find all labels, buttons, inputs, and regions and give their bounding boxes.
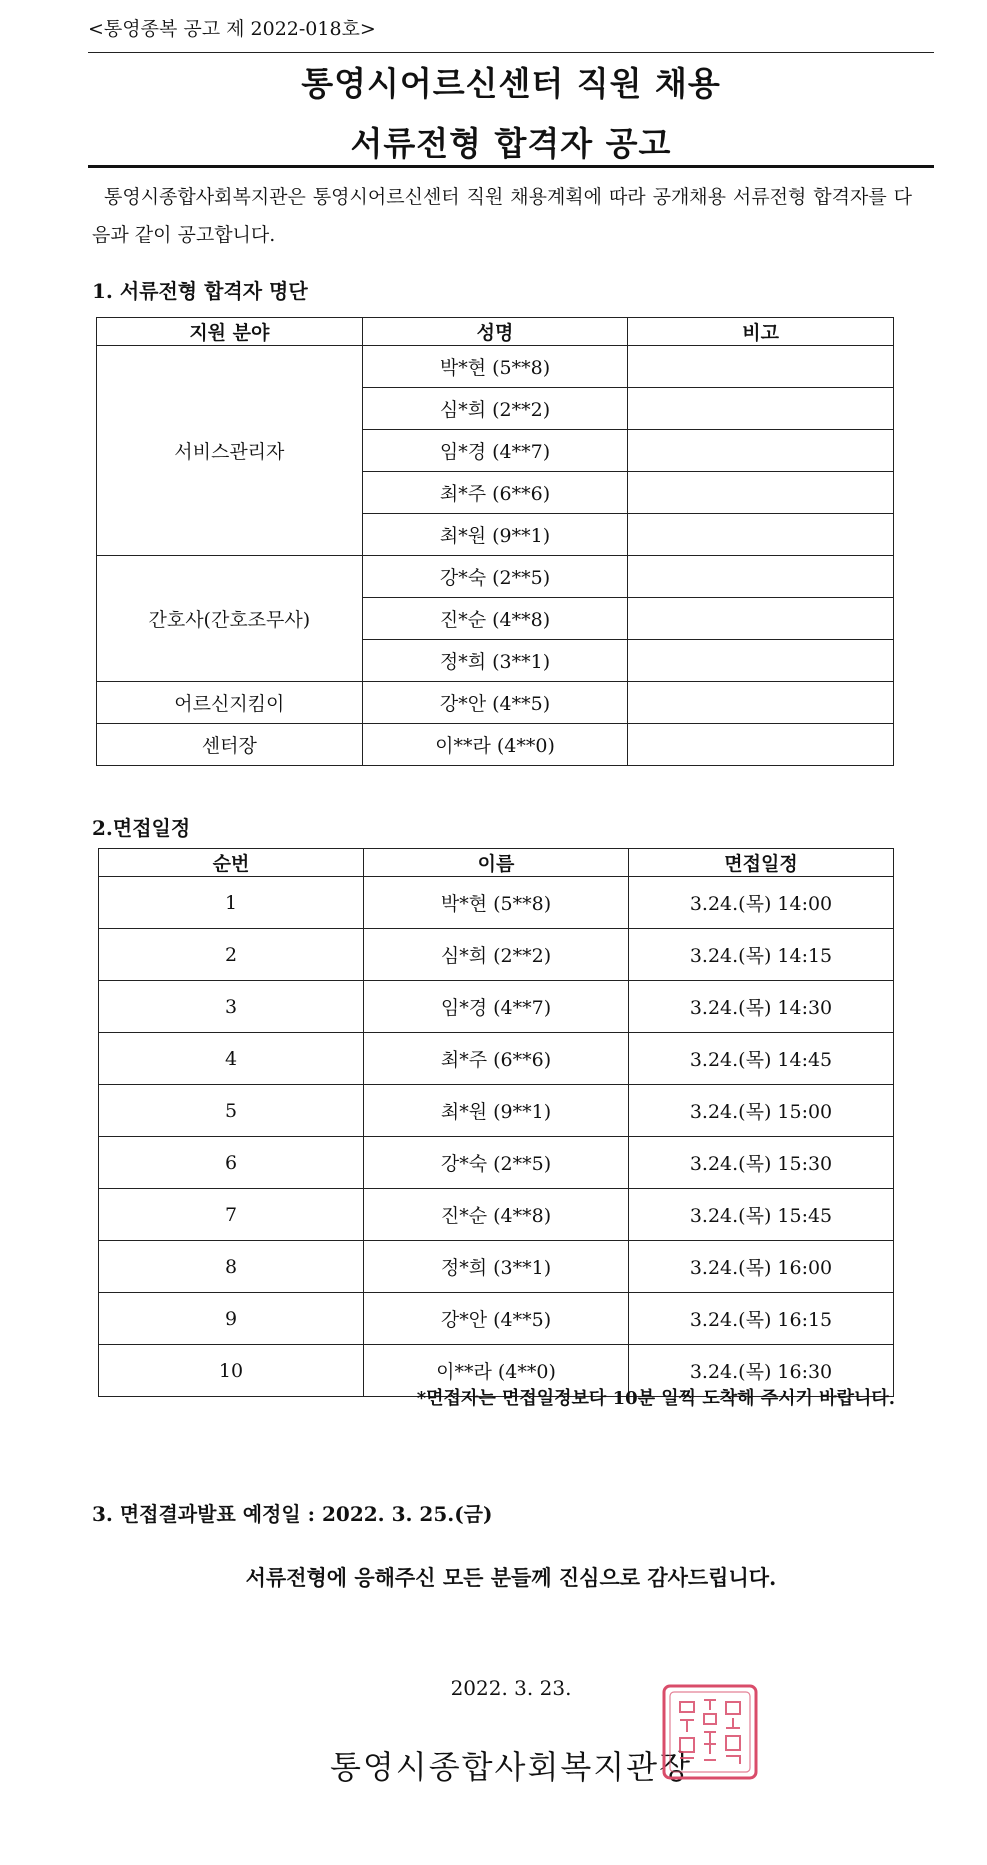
- name-cell: 강*안 (4**5): [362, 682, 628, 724]
- time-cell: 3.24.(목) 15:45: [629, 1189, 894, 1241]
- table-row: [99, 1085, 894, 1137]
- name-cell: 임*경 (4**7): [364, 981, 629, 1033]
- number-cell: 9: [99, 1293, 364, 1345]
- field-cell: 센터장: [97, 724, 363, 766]
- remarks-cell: [628, 682, 894, 724]
- name-cell: 임*경 (4**7): [362, 430, 628, 472]
- official-seal-icon: [660, 1682, 760, 1782]
- header-name: 이름: [364, 849, 629, 877]
- section-2-heading: 2.면접일정: [92, 816, 191, 840]
- field-cell: 간호사(간호조무사): [97, 556, 363, 682]
- name-cell: 최*원 (9**1): [362, 514, 628, 556]
- title-line-1: 통영시어르신센터 직원 채용: [301, 64, 721, 103]
- table-header-row: [97, 318, 894, 346]
- section-1-heading: 1. 서류전형 합격자 명단: [92, 279, 308, 303]
- table-row: [97, 724, 894, 766]
- table-row: [99, 1189, 894, 1241]
- time-cell: 3.24.(목) 14:45: [629, 1033, 894, 1085]
- header-schedule: 면접일정: [629, 849, 894, 877]
- name-cell: 최*원 (9**1): [364, 1085, 629, 1137]
- table-row: [99, 981, 894, 1033]
- header-name: 성명: [362, 318, 628, 346]
- remarks-cell: [628, 640, 894, 682]
- title-divider: [88, 165, 934, 168]
- thank-you-message: 서류전형에 응해주신 모든 분들께 진심으로 감사드립니다.: [245, 1565, 777, 1590]
- name-cell: 이**라 (4**0): [364, 1345, 629, 1397]
- number-cell: 10: [99, 1345, 364, 1397]
- table-header-row: [99, 849, 894, 877]
- remarks-cell: [628, 430, 894, 472]
- number-cell: 8: [99, 1241, 364, 1293]
- table-row: [97, 682, 894, 724]
- issuer-signature: 통영시종합사회복지관장: [329, 1748, 693, 1786]
- time-cell: 3.24.(목) 14:00: [629, 877, 894, 929]
- interview-schedule-table: [98, 848, 894, 1397]
- time-cell: 3.24.(목) 16:00: [629, 1241, 894, 1293]
- notice-date: 2022. 3. 23.: [450, 1676, 572, 1700]
- name-cell: 심*희 (2**2): [364, 929, 629, 981]
- number-cell: 4: [99, 1033, 364, 1085]
- title-line-2: 서류전형 합격자 공고: [350, 124, 672, 163]
- name-cell: 이**라 (4**0): [362, 724, 628, 766]
- section-3-heading: 3. 면접결과발표 예정일 : 2022. 3. 25.(금): [92, 1502, 493, 1526]
- number-cell: 3: [99, 981, 364, 1033]
- table-row: [99, 1033, 894, 1085]
- header-divider: [88, 52, 934, 53]
- name-cell: 박*현 (5**8): [362, 346, 628, 388]
- name-cell: 강*숙 (2**5): [364, 1137, 629, 1189]
- header-field: 지원 분야: [97, 318, 363, 346]
- remarks-cell: [628, 724, 894, 766]
- remarks-cell: [628, 514, 894, 556]
- table-row: [97, 346, 894, 388]
- name-cell: 진*순 (4**8): [364, 1189, 629, 1241]
- passed-applicants-table: [96, 317, 894, 766]
- number-cell: 7: [99, 1189, 364, 1241]
- header-remarks: 비고: [628, 318, 894, 346]
- table-row: [97, 556, 894, 598]
- remarks-cell: [628, 472, 894, 514]
- table-row: [99, 929, 894, 981]
- time-cell: 3.24.(목) 16:30: [629, 1345, 894, 1397]
- name-cell: 최*주 (6**6): [362, 472, 628, 514]
- remarks-cell: [628, 388, 894, 430]
- time-cell: 3.24.(목) 14:15: [629, 929, 894, 981]
- number-cell: 1: [99, 877, 364, 929]
- intro-paragraph: 통영시종합사회복지관은 통영시어르신센터 직원 채용계획에 따라 공개채용 서류전형 합격자를 다음과 같이 공고합니다.: [92, 186, 912, 246]
- name-cell: 강*숙 (2**5): [362, 556, 628, 598]
- name-cell: 정*희 (3**1): [364, 1241, 629, 1293]
- remarks-cell: [628, 346, 894, 388]
- name-cell: 심*희 (2**2): [362, 388, 628, 430]
- number-cell: 5: [99, 1085, 364, 1137]
- name-cell: 진*순 (4**8): [362, 598, 628, 640]
- field-cell: 서비스관리자: [97, 346, 363, 556]
- header-number: 순번: [99, 849, 364, 877]
- name-cell: 강*안 (4**5): [364, 1293, 629, 1345]
- time-cell: 3.24.(목) 15:30: [629, 1137, 894, 1189]
- time-cell: 3.24.(목) 16:15: [629, 1293, 894, 1345]
- arrival-note: *면접자는 면접일정보다 10분 일찍 도착해 주시기 바랍니다.: [416, 1388, 895, 1409]
- name-cell: 정*희 (3**1): [362, 640, 628, 682]
- field-cell: 어르신지킴이: [97, 682, 363, 724]
- number-cell: 2: [99, 929, 364, 981]
- name-cell: 최*주 (6**6): [364, 1033, 629, 1085]
- time-cell: 3.24.(목) 15:00: [629, 1085, 894, 1137]
- table-row: [99, 1293, 894, 1345]
- remarks-cell: [628, 598, 894, 640]
- notice-reference-number: <통영종복 공고 제 2022-018호>: [88, 18, 376, 40]
- table-row: [99, 1137, 894, 1189]
- name-cell: 박*현 (5**8): [364, 877, 629, 929]
- remarks-cell: [628, 556, 894, 598]
- number-cell: 6: [99, 1137, 364, 1189]
- time-cell: 3.24.(목) 14:30: [629, 981, 894, 1033]
- table-row: [99, 877, 894, 929]
- table-row: [99, 1241, 894, 1293]
